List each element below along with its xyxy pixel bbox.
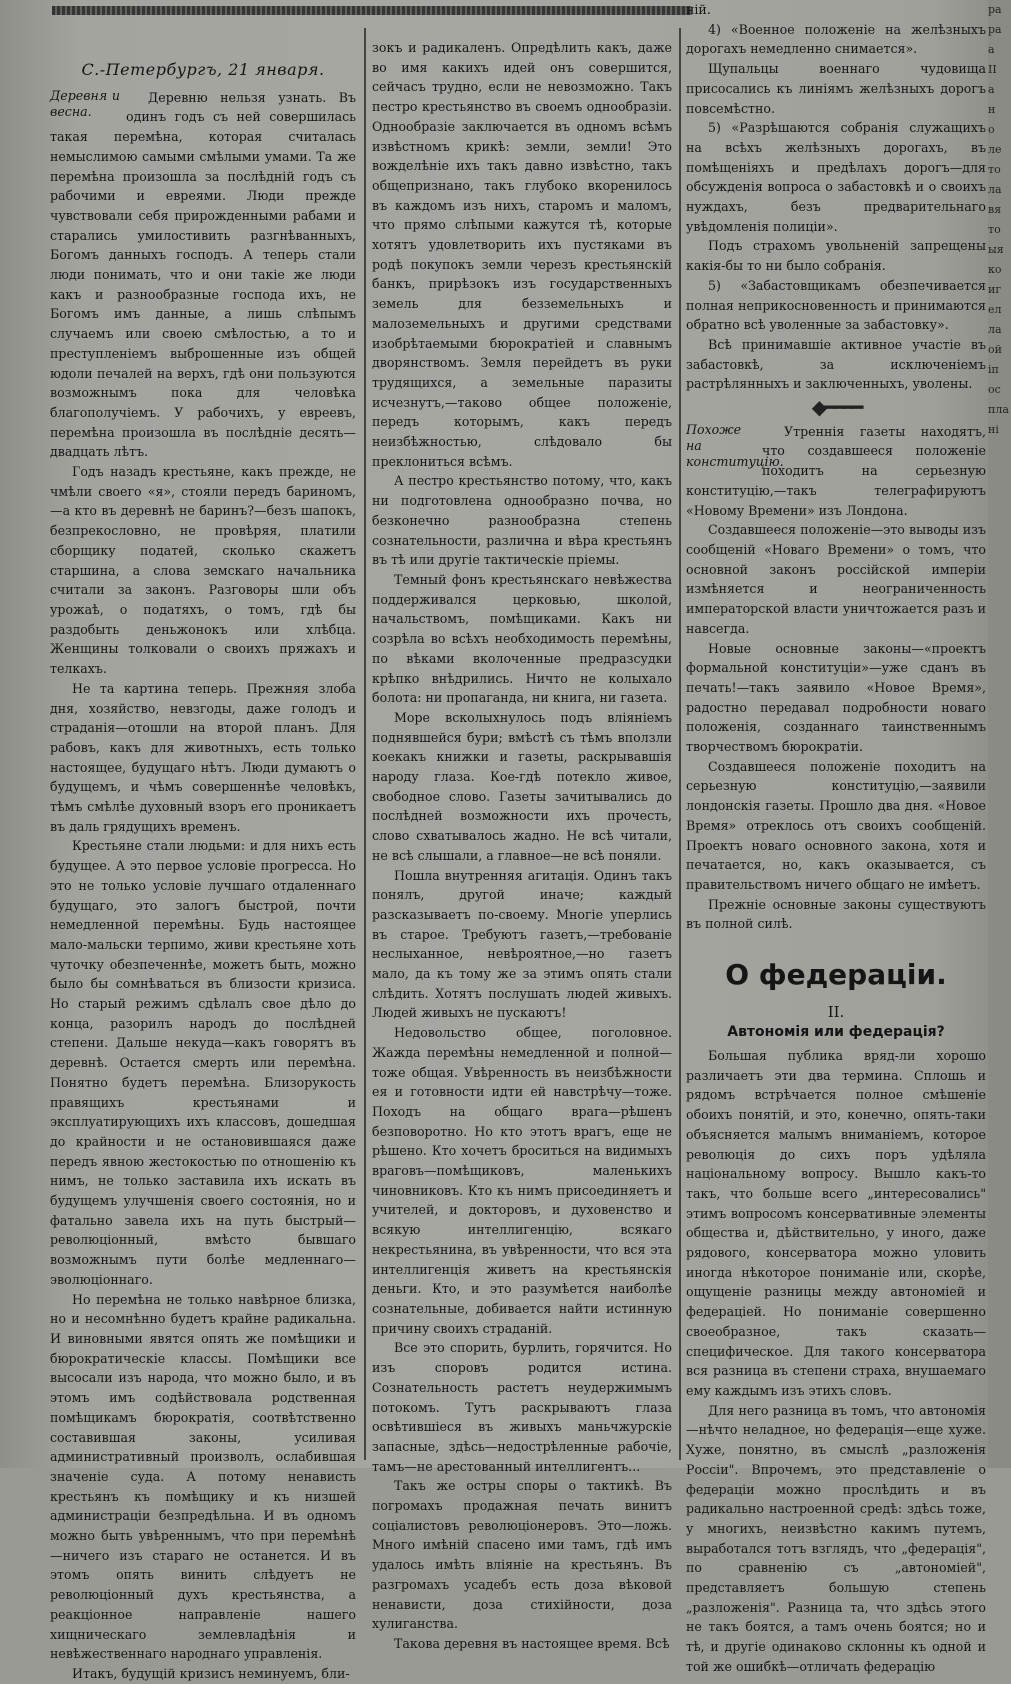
edge-fragment: а	[988, 83, 995, 96]
edge-fragment: іп	[988, 363, 999, 376]
edge-fragment: ой	[988, 343, 1002, 356]
column-1	[50, 0, 356, 1681]
paragraph: Прежніе основные законы существуютъ въ полной силѣ.	[686, 896, 986, 932]
edge-fragment: ос	[988, 383, 1001, 396]
edge-fragment: ла	[988, 183, 1002, 196]
paragraph: Такъ же остры споры о тактикѣ. Въ погромахъ продажная печать винитъ соціалистовъ революціонеровъ. Это—ложь. Много имѣній спасено ими тамъ, гдѣ имъ удалось имѣть вліяніе на крестьянъ. Въ разгромахъ усадебъ есть доза вѣковой ненависти, доза стихійности, доза хулиганства.	[372, 1478, 672, 1632]
paragraph: Темный фонъ крестьянскаго невѣжества поддерживался церковью, школой, начальствомъ, помѣщиками. Какъ ни созрѣла во всѣхъ необходимость перемѣны, по вѣками вколоченные предразсудки крѣпко внѣдрились. Ничто не колыхало болота: ни пропаганда, ни книга, ни газета.	[372, 571, 672, 706]
adjacent-page-edge	[988, 0, 1011, 1468]
paragraph: Для него разница въ томъ, что автономія—нѣчто неладное, но федерація—еще хуже. Хуже, понятно, въ смыслѣ „разложенія Россіи". Впрочемъ, это представленіе о федераціи можно прослѣдить и въ радикально настроенной средѣ: здѣсь тоже, у многихъ, неизвѣстно какимъ путемъ, выработался тотъ взглядъ, что „федерація", по сравненію съ „автономіей", представляетъ большую степень „разложенія". Разница та, что здѣсь этого не такъ боятся, а тамъ очень боятся; но и тѣ, и другіе одинаково склонны къ одной и той же ошибкѣ—отличать федерацію	[686, 1402, 986, 1674]
article-part-number: II.	[827, 1003, 845, 1022]
edge-fragment: то	[988, 223, 1001, 236]
article-headline: О федераціи.	[725, 958, 947, 992]
edge-fragment: ра	[988, 3, 1002, 16]
paragraph: зокъ и радикаленъ. Опредѣлить какъ, даже во имя какихъ идей онъ совершится, сейчасъ трудно, если не невозможно. Такъ пестро крестьянство въ своемъ однообразіи. Однообразіе заключается въ одномъ всѣмъ извѣстномъ крикѣ: земли, земли! Это вожделѣніе ихъ такъ давно извѣстно, такъ общепризнано, такъ глубоко вкоренилось въ каждомъ изъ нихъ, старомъ и маломъ, что прямо слѣпыми кажутся тѣ, которые хотятъ удовлетворить ихъ пустяками въ родѣ покупокъ земли черезъ крестьянскій банкъ, прирѣзокъ изъ государственныхъ земель для безземельныхъ и малоземельныхъ и другими средствами изобрѣтаемыми бюрократіей и славнымъ дворянствомъ. Земля перейдетъ въ руки трудящихся, а земельные паразиты исчезнутъ,—таково общее положеніе, передъ которымъ, какъ передъ неизбѣжностью, слѣдовало бы преклониться всѣмъ.	[372, 40, 672, 469]
article-subheading: Автономія или федерація?	[727, 1024, 945, 1041]
edge-fragment: о	[988, 123, 995, 136]
paragraph: 5) «Забастовщикамъ обезпечивается полная неприкосновенность и принимаются обратно всѣ уволенные за забастовку».	[686, 277, 986, 333]
edge-fragment: то	[988, 163, 1001, 176]
paragraph: Все это спорить, бурлить, горячится. Но изъ споровъ родится истина. Сознательность растетъ неудержимымъ потокомъ. Тутъ раскрываютъ глаза освѣтившіеся въ живыхъ маньчжурскіе запасные, здѣсь—недострѣленные рабочіе, тамъ—не арестованный интеллигентъ...	[372, 1340, 672, 1474]
edge-fragment: а	[988, 43, 995, 56]
paragraph: Не та картина теперь. Прежняя злоба дня, хозяйство, невзгоды, даже голодъ и страданія—отошли на второй планъ. Для рабовъ, какъ для животныхъ, есть только настоящее, будущаго нѣтъ. Люди думаютъ о будущемъ, и чѣмъ совершеннѣе человѣкъ, тѣмъ смѣлѣе духовный взоръ его проникаетъ въ даль грядущихъ временъ.	[50, 680, 356, 834]
paragraph: Создавшееся положеніе—это выводы изъ сообщеній «Новаго Времени» о томъ, что основной законъ россійской имперіи измѣняется и неограниченность императорской власти уничтожается разъ и навсегда.	[686, 522, 986, 636]
column-rule-1	[364, 28, 366, 1460]
edge-fragment: II	[988, 63, 997, 76]
edge-fragment: ні	[988, 423, 999, 436]
edge-fragment: ра	[988, 23, 1002, 36]
paragraph: Недовольство общее, поголовное. Жажда перемѣны немедленной и полной—тоже общая. Увѣренность въ неизбѣжности ея и готовности идти ей навстрѣчу—тоже. Походъ на общаго врага—рѣшенъ безповоротно. Но кто этотъ врагъ, еще не рѣшено. Кто хочетъ броситься на видимыхъ враговъ—помѣщиковъ, маленькихъ чиновниковъ. Кто къ нимъ присоединяетъ и учителей, и докторовъ, и духовенство и всякую интеллигенцію, всякаго некрестьянина, въ увѣренности, что вся эта интеллигенція живетъ на крестьянскія деньги. Кто, и это разумѣется наиболѣе сознательные, добивается найти истинную причину своихъ страданій.	[372, 1025, 672, 1336]
paragraph: Утреннія газеты находятъ, что создавшееся положеніе походитъ на серьезную конституцію,—такъ телеграфируютъ «Новому Времени» изъ Лондона.	[686, 423, 986, 518]
edge-fragment: ла	[988, 323, 1002, 336]
marginal-heading-constitution: Похоже на конституцію.	[686, 421, 784, 469]
paragraph: Итакъ, будущій кризисъ неминуемъ, бли-	[72, 1665, 350, 1681]
paragraph: Всѣ принимавшіе активное участіе въ забастовкѣ, за исключеніемъ растрѣлянныхъ и заключенныхъ, уволены.	[686, 336, 986, 392]
paragraph: 4) «Военное положеніе на желѣзныхъ дорогахъ немедленно снимается».	[686, 21, 986, 57]
paragraph: Крестьяне стали людьми: и для нихъ есть будущее. А это первое условіе прогресса. Но это не только условіе лучшаго отдаленнаго будущаго, это залогъ быстрой, почти немедленной перемѣны. Будь настоящее мало-мальски терпимо, живи крестьяне хоть чуточку обезпеченнѣе, можетъ быть, можно было бы сомнѣваться въ близости кризиса. Но старый режимъ сдѣлалъ свое дѣло до конца, разорилъ народъ до послѣдней степени. Дальше некуда—какъ говорятъ въ деревнѣ. Остается смерть или перемѣна. Понятно будетъ перемѣна. Близорукость правящихъ крестьянами и эксплуатирующихъ ихъ классовъ, дошедшая до крайности и не остановившаяся даже передъ явною жестокостью по отношенію къ нимъ, не только заставила ихъ искать въ будущемъ улучшенія своего состоянія, но и фатально завела ихъ на путь быстрый—революціонный, вмѣсто бывшаго возможнымъ пути болѣе медленнаго—эволюціоннаго.	[50, 838, 356, 1287]
column-2	[372, 0, 672, 1651]
paragraph: Годъ назадъ крестьяне, какъ прежде, не чмѣли своего «я», стояли передъ бариномъ,—а кто въ деревнѣ не баринъ?—безъ шапокъ, безпрекословно, не провѣряя, платили сборщику податей, сколько скажетъ старшина, а слова земскаго начальника считали за законъ. Разговоры шли объ урожаѣ, о податяхъ, о томъ, гдѣ бы раздобыть деньжонокъ или хлѣбца. Женщины толковали о своихъ пряжахъ и телкахъ.	[50, 464, 356, 677]
dateline: С.-Петербургъ, 21 января.	[81, 60, 325, 79]
paragraph: Море всколыхнулось подъ вліяніемъ поднявшейся бури; вмѣстѣ съ тѣмъ вползли коекакъ книжки и газеты, раскрывавшія народу глаза. Кое-гдѣ потекло живое, свободное слово. Газеты зачитывались до послѣдней возможности ихъ прочесть, слово схватывалось жадно. Не всѣ читали, не всѣ слышали, а главное—не всѣ поняли.	[372, 709, 672, 863]
edge-fragment: вя	[988, 203, 1002, 216]
paragraph: 5) «Разрѣшаются собранія служащихъ на всѣхъ желѣзныхъ дорогахъ, въ помѣщеніяхъ и предѣлахъ дорогъ—для обсужденія вопроса о забастовкѣ и о своихъ нуждахъ, безъ предварительнаго увѣдомленія полиціи».	[686, 120, 986, 234]
edge-fragment: ко	[988, 263, 1002, 276]
edge-fragment: ыя	[988, 243, 1004, 256]
marginal-heading-village: Деревня и весна.	[50, 87, 120, 119]
paragraph: Такова деревня въ настоящее время. Всѣ	[394, 1635, 670, 1651]
section-separator: ◆━━━━	[811, 395, 861, 420]
edge-fragment: иг	[988, 283, 1002, 296]
column-3	[686, 0, 986, 1674]
edge-fragment: ле	[988, 143, 1002, 156]
paragraph: Пошла внутренняя агитація. Одинъ такъ понялъ, другой иначе; каждый разсказываетъ по-своему. Многіе уперлись въ старое. Требуютъ газетъ,—требованіе неслыханное, невѣроятное,—но газетъ мало, да къ тому же за этимъ опять стали слѣдить. Хотятъ послушать людей живыхъ. Людей живыхъ не пускаютъ!	[372, 867, 672, 1021]
paragraph: ній.	[686, 2, 711, 17]
paragraph: Создавшееся положеніе походитъ на серьезную конституцію,—заявили лондонскія газеты. Прошло два дня. «Новое Время» отреклось отъ своихъ сообщеній. Проектъ новаго основного закона, хотя и печатается, но, какъ оказывается, съ правительствомъ ничего общаго не имѣетъ.	[686, 758, 986, 892]
paragraph: Щупальцы военнаго чудовища присосались къ линіямъ желѣзныхъ дорогъ повсемѣстно.	[686, 61, 986, 116]
paragraph: Большая публика вряд-ли хорошо различаетъ эти два термина. Сплошь и рядомъ встрѣчается полное смѣшеніе обоихъ понятій, и это, конечно, опять-таки объясняется малымъ вниманіемъ, которое революція до сихъ поръ удѣляла національному вопросу. Вышло какъ-то такъ, что больше всего „интересовались" этимъ вопросомъ консервативные элементы общества и, дѣйствительно, у иного, даже рядового, консерватора можно уловить иногда нѣкоторое пониманіе или, скорѣе, ощущеніе разницы между автономіей и федераціей. Но пониманіе совершенно своеобразное, такъ сказать—специфическое. Для такого консерватора вся разница въ степени страха, внушаемаго ему каждымъ изъ этихъ словъ.	[686, 1048, 986, 1398]
paragraph: Но перемѣна не только навѣрное близка, но и несомнѣнно будетъ крайне радикальна. И виновными явятся опять же помѣщики и бюрократическіе классы. Помѣщики все высосали изъ народа, что можно было, и въ этомъ имъ содѣйствовала родственная помѣщикамъ бюрократія, соотвѣтственно составившая законы, усиливая административный произволъ, ослабившая значеніе суда. А потому ненависть крестьянъ къ помѣщику и къ низшей администраціи безпредѣльна. И въ одномъ можно быть увѣреннымъ, что при перемѣнѣ—ничего изъ стараго не останется. И въ этомъ опять винить слѣдуетъ не революціонный духъ крестьянства, а реакціонное направленіе нашего хищническаго землевладѣнія и невѣжественнаго народнаго управленія.	[50, 1291, 356, 1662]
edge-fragment: пла	[988, 403, 1009, 416]
paragraph: Новые основные законы—«проектъ формальной конституціи»—уже сданъ въ печать!—такъ заявило «Новое Время», радостно передавал подробности новаго положенія, созданнаго таинственнымъ творчествомъ бюрократіи.	[686, 640, 986, 755]
edge-fragment: н	[988, 103, 996, 116]
paragraph: А пестро крестьянство потому, что, какъ ни подготовлена однообразно почва, но безконечно разнообразна степень сознательности, различна и вѣра крестьянъ въ тѣ или другіе тактическіе пріемы.	[372, 473, 672, 568]
edge-fragment: ел	[988, 303, 1002, 316]
paragraph: Деревню нельзя узнать. Въ одинъ годъ съ ней совершилась такая перемѣна, которая считалась немыслимою самыми смѣлыми умами. Та же перемѣна произошла за послѣдній годъ съ рабочими и евреями. Люди прежде чувствовали себя прирожденными рабами и старались умилостивить разгнѣванныхъ, Богомъ данныхъ господъ. А теперь стали люди понимать, что и они такіе же люди какъ и разнообразные господа ихъ, не Богомъ имъ данные, а лишь слѣпымъ случаемъ или своею смѣлостью, а то и преступленіемъ выброшенные изъ общей юдоли печалей на верхъ, гдѣ они пользуются возможнымъ пока для человѣка благополучіемъ. У рабочихъ, у евреевъ, перемѣна произошла въ послѣдніе десять—двадцать лѣтъ.	[50, 89, 356, 460]
paragraph: Подъ страхомъ увольненій запрещены какія-бы то ни было собранія.	[686, 238, 986, 274]
column-rule-2	[679, 28, 681, 1460]
